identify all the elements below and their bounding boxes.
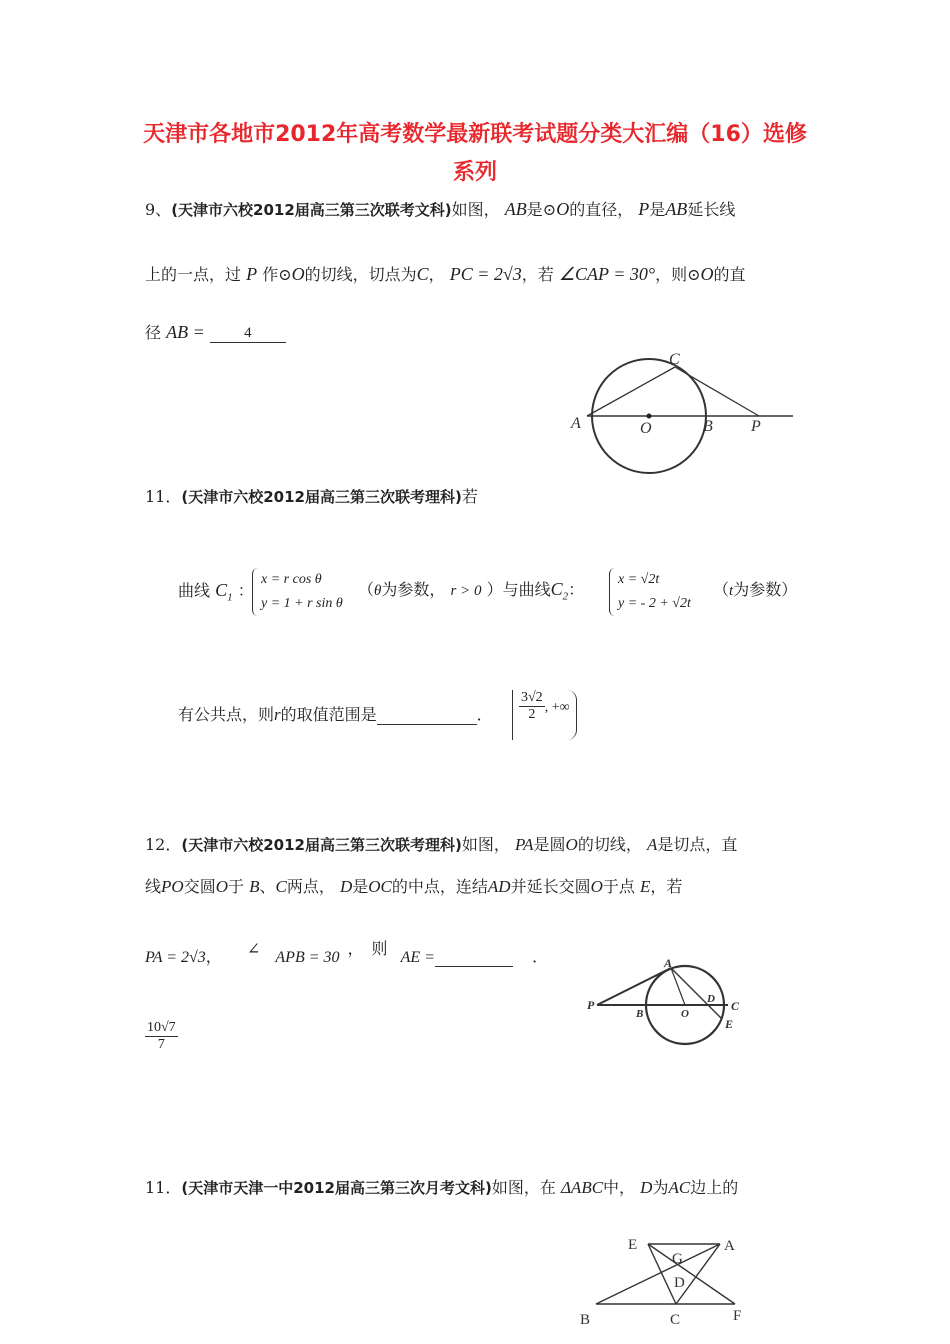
- q11a-text: 有公共点，则: [178, 705, 275, 724]
- q12-fig-label-d: D: [707, 993, 715, 1005]
- q12-answer: [145, 1020, 178, 1053]
- q9-ab-2: AB: [665, 199, 688, 219]
- q12-answer-den: 7: [157, 1037, 165, 1052]
- q11b-number: 11．: [145, 1178, 182, 1197]
- q11a-theta: θ: [374, 583, 382, 599]
- q11a-answer-num: 3√2: [521, 690, 543, 705]
- q11a-t: t: [729, 583, 734, 599]
- q11b-text: 为: [652, 1178, 669, 1197]
- q11a-line-3: [178, 702, 493, 725]
- q12-pa-eq: PA = 2√3: [145, 949, 206, 966]
- q12-text: 于: [227, 877, 244, 896]
- q9-text: ，则⊙: [655, 265, 701, 284]
- q12-text: 并延长交圆: [510, 877, 591, 896]
- q9-text: 径: [145, 323, 162, 342]
- q12-angle-symbol: ∠: [246, 939, 261, 958]
- q12-pa: PA: [514, 835, 534, 854]
- q9-ab-eq: AB =: [166, 322, 205, 342]
- q12-fig-label-p: P: [587, 998, 595, 1012]
- q11a-text: ：: [237, 581, 254, 600]
- q12-text: 、: [259, 877, 276, 896]
- q11a-number: 11．: [145, 487, 182, 506]
- q11a-c2-letter: C: [550, 579, 563, 599]
- q12-po: PO: [161, 877, 184, 896]
- q11a-text: 为参数，: [381, 580, 446, 599]
- q9-answer: 4: [244, 325, 252, 341]
- q12-o: O: [565, 835, 578, 854]
- q11a-answer-frac: [519, 690, 545, 723]
- q11a-answer-den: 2: [528, 707, 536, 722]
- q12-fig-label-e: E: [725, 1017, 734, 1031]
- q12-text: 是圆: [533, 835, 566, 854]
- q12-text: ，: [205, 947, 222, 966]
- q12-text: 两点，: [286, 877, 335, 896]
- q12-fig-label-b: B: [636, 1008, 644, 1020]
- q11a-text: 为参数）: [733, 580, 798, 599]
- q11a-c1-sub: 1: [227, 591, 233, 604]
- q11a-eq1a: x = r cos θ: [261, 572, 322, 587]
- q9-text: ，: [428, 265, 445, 284]
- q11b-text: 边上的: [690, 1178, 739, 1197]
- q9-c: C: [416, 264, 429, 284]
- q9-text: 的直: [713, 265, 746, 284]
- q11a-text: ：: [568, 580, 585, 599]
- q9-fig-label-a: A: [571, 415, 581, 432]
- q11b-line-1: [145, 1175, 738, 1198]
- q11a-source: (天津市六校2012届高三第三次联考理科): [181, 488, 462, 506]
- q11a-eq2a: x = √2t: [618, 572, 660, 587]
- q9-text: 的切线，切点为: [304, 265, 417, 284]
- q9-source: (天津市六校2012届高三第三次联考文科): [171, 201, 452, 219]
- q11a-answer-blank: [377, 708, 477, 725]
- q12-answer-blank: [435, 952, 513, 967]
- q12-text: 于点: [602, 877, 635, 896]
- q12-fig-label-o: O: [681, 1008, 689, 1020]
- q12-line-1: [145, 832, 737, 855]
- q11b-text: 中，: [603, 1178, 636, 1197]
- q12-text: 如图，: [461, 835, 510, 854]
- q9-answer-blank: [210, 325, 286, 343]
- q11a-answer: [512, 690, 577, 740]
- q9-fig-label-c: C: [669, 351, 680, 368]
- q11b-d: D: [640, 1178, 653, 1197]
- q9-text: 如图，: [451, 200, 500, 219]
- q9-text: 上的一点，过: [145, 265, 242, 284]
- q9-line-1: [145, 197, 735, 220]
- q12-o: O: [590, 877, 603, 896]
- q12-oc: OC: [368, 877, 392, 896]
- q12-fig-label-a: A: [664, 956, 673, 970]
- q9-o: O: [291, 264, 305, 284]
- q12-a: A: [646, 835, 658, 854]
- q9-o: O: [700, 264, 714, 284]
- q11a-line-2: [178, 566, 254, 604]
- q9-text: 作⊙: [262, 265, 292, 284]
- q11a-answer-tail: , +∞: [544, 700, 570, 715]
- q9-text: ，若: [521, 265, 554, 284]
- q9-text: 延长线: [687, 200, 736, 219]
- q9-o: O: [556, 199, 570, 219]
- q11b-fig-label-c: C: [670, 1312, 681, 1328]
- q9-text: 是: [649, 200, 666, 219]
- q11a-r-cond: r > 0: [450, 583, 482, 599]
- q12-d: D: [339, 877, 353, 896]
- q11a-system-2: [609, 568, 691, 616]
- q11a-text: （: [713, 580, 730, 599]
- q11a-system-1: [252, 568, 343, 616]
- q11a-params-2: [713, 577, 797, 600]
- q11b-text: 如图，在: [491, 1178, 556, 1197]
- q11a-text: 若: [461, 487, 478, 506]
- q11a-text: ）与曲线: [486, 580, 551, 599]
- q12-text: 交圆: [183, 877, 216, 896]
- q12-answer-frac: [145, 1020, 178, 1053]
- q12-o: O: [215, 877, 228, 896]
- q11b-fig-label-f: F: [733, 1308, 742, 1324]
- q11a-text: （: [358, 580, 375, 599]
- q11a-line-1: [145, 484, 478, 507]
- q12-text: ．: [532, 947, 549, 966]
- q12-apb-eq: APB = 30: [275, 949, 340, 966]
- q11b-source: (天津市天津一中2012届高三第三次月考文科): [181, 1179, 492, 1197]
- q11a-r: r: [274, 705, 281, 724]
- q11a-c1-letter: C: [215, 580, 228, 600]
- q11b-fig-label-b: B: [580, 1312, 591, 1328]
- q11a-text: 的取值范围是: [280, 705, 377, 724]
- q11b-ac: AC: [668, 1178, 691, 1197]
- q12-text: 的切线，: [577, 835, 642, 854]
- q9-p: P: [246, 264, 258, 284]
- q11a-c2: [550, 579, 569, 603]
- q12-text: 线: [145, 877, 162, 896]
- q11a-c2-sub: 2: [562, 590, 569, 603]
- q9-fig-label-p: P: [751, 418, 761, 435]
- document-title-continued: 系列: [452, 160, 497, 185]
- q11b-fig-label-g: G: [672, 1251, 683, 1267]
- q12-ae-eq: AE =: [400, 949, 435, 966]
- q11a-eq2b: y = - 2 + √2t: [618, 596, 691, 611]
- q12-text: ，若: [650, 877, 683, 896]
- q11b-triangle-abc: ΔABC: [560, 1178, 604, 1197]
- q11b-fig-label-a: A: [724, 1238, 735, 1254]
- q9-fig-label-b: B: [703, 418, 713, 435]
- q12-number: 12．: [145, 835, 182, 854]
- q9-text: 的直径，: [569, 200, 634, 219]
- q9-pc-eq: PC = 2√3: [449, 264, 522, 284]
- q11b-fig-label-d: D: [674, 1275, 685, 1291]
- q11b-figure: [570, 1228, 770, 1334]
- q9-p: P: [638, 199, 650, 219]
- q9-fig-label-o: O: [640, 420, 652, 437]
- q11a-eq1b: y = 1 + r sin θ: [261, 596, 343, 611]
- q12-text: 是切点，直: [657, 835, 738, 854]
- q12-answer-num: 10√7: [147, 1020, 176, 1035]
- q9-number: 9、: [145, 200, 172, 219]
- q12-source: (天津市六校2012届高三第三次联考理科): [181, 836, 462, 854]
- q9-angle-eq: ∠CAP = 30°: [558, 264, 656, 284]
- q12-fig-label-c: C: [731, 999, 740, 1013]
- q11b-fig-label-e: E: [628, 1237, 638, 1253]
- q12-line-2: [145, 874, 682, 897]
- q9-figure: [565, 350, 800, 478]
- q11a-c1: [215, 580, 233, 604]
- q12-text: 是: [352, 877, 369, 896]
- q11a-text: ．: [476, 705, 493, 724]
- q9-line-2: [145, 262, 746, 285]
- q12-e: E: [639, 877, 651, 896]
- document-title: 天津市各地市2012年高考数学最新联考试题分类大汇编（16）选修: [143, 122, 807, 147]
- q12-figure: [585, 955, 755, 1050]
- q9-text: 是⊙: [526, 200, 557, 219]
- q9-line-3: [145, 320, 286, 343]
- q12-text: ， 则: [347, 939, 388, 958]
- q11a-text: 曲线: [178, 581, 211, 600]
- q12-b: B: [249, 877, 260, 896]
- q9-ab: AB: [504, 199, 527, 219]
- q11a-params: [358, 577, 584, 603]
- q12-c: C: [275, 877, 287, 896]
- q12-ad: AD: [487, 877, 511, 896]
- q12-text: 的中点，连结: [391, 877, 488, 896]
- q12-line-3: [145, 939, 549, 967]
